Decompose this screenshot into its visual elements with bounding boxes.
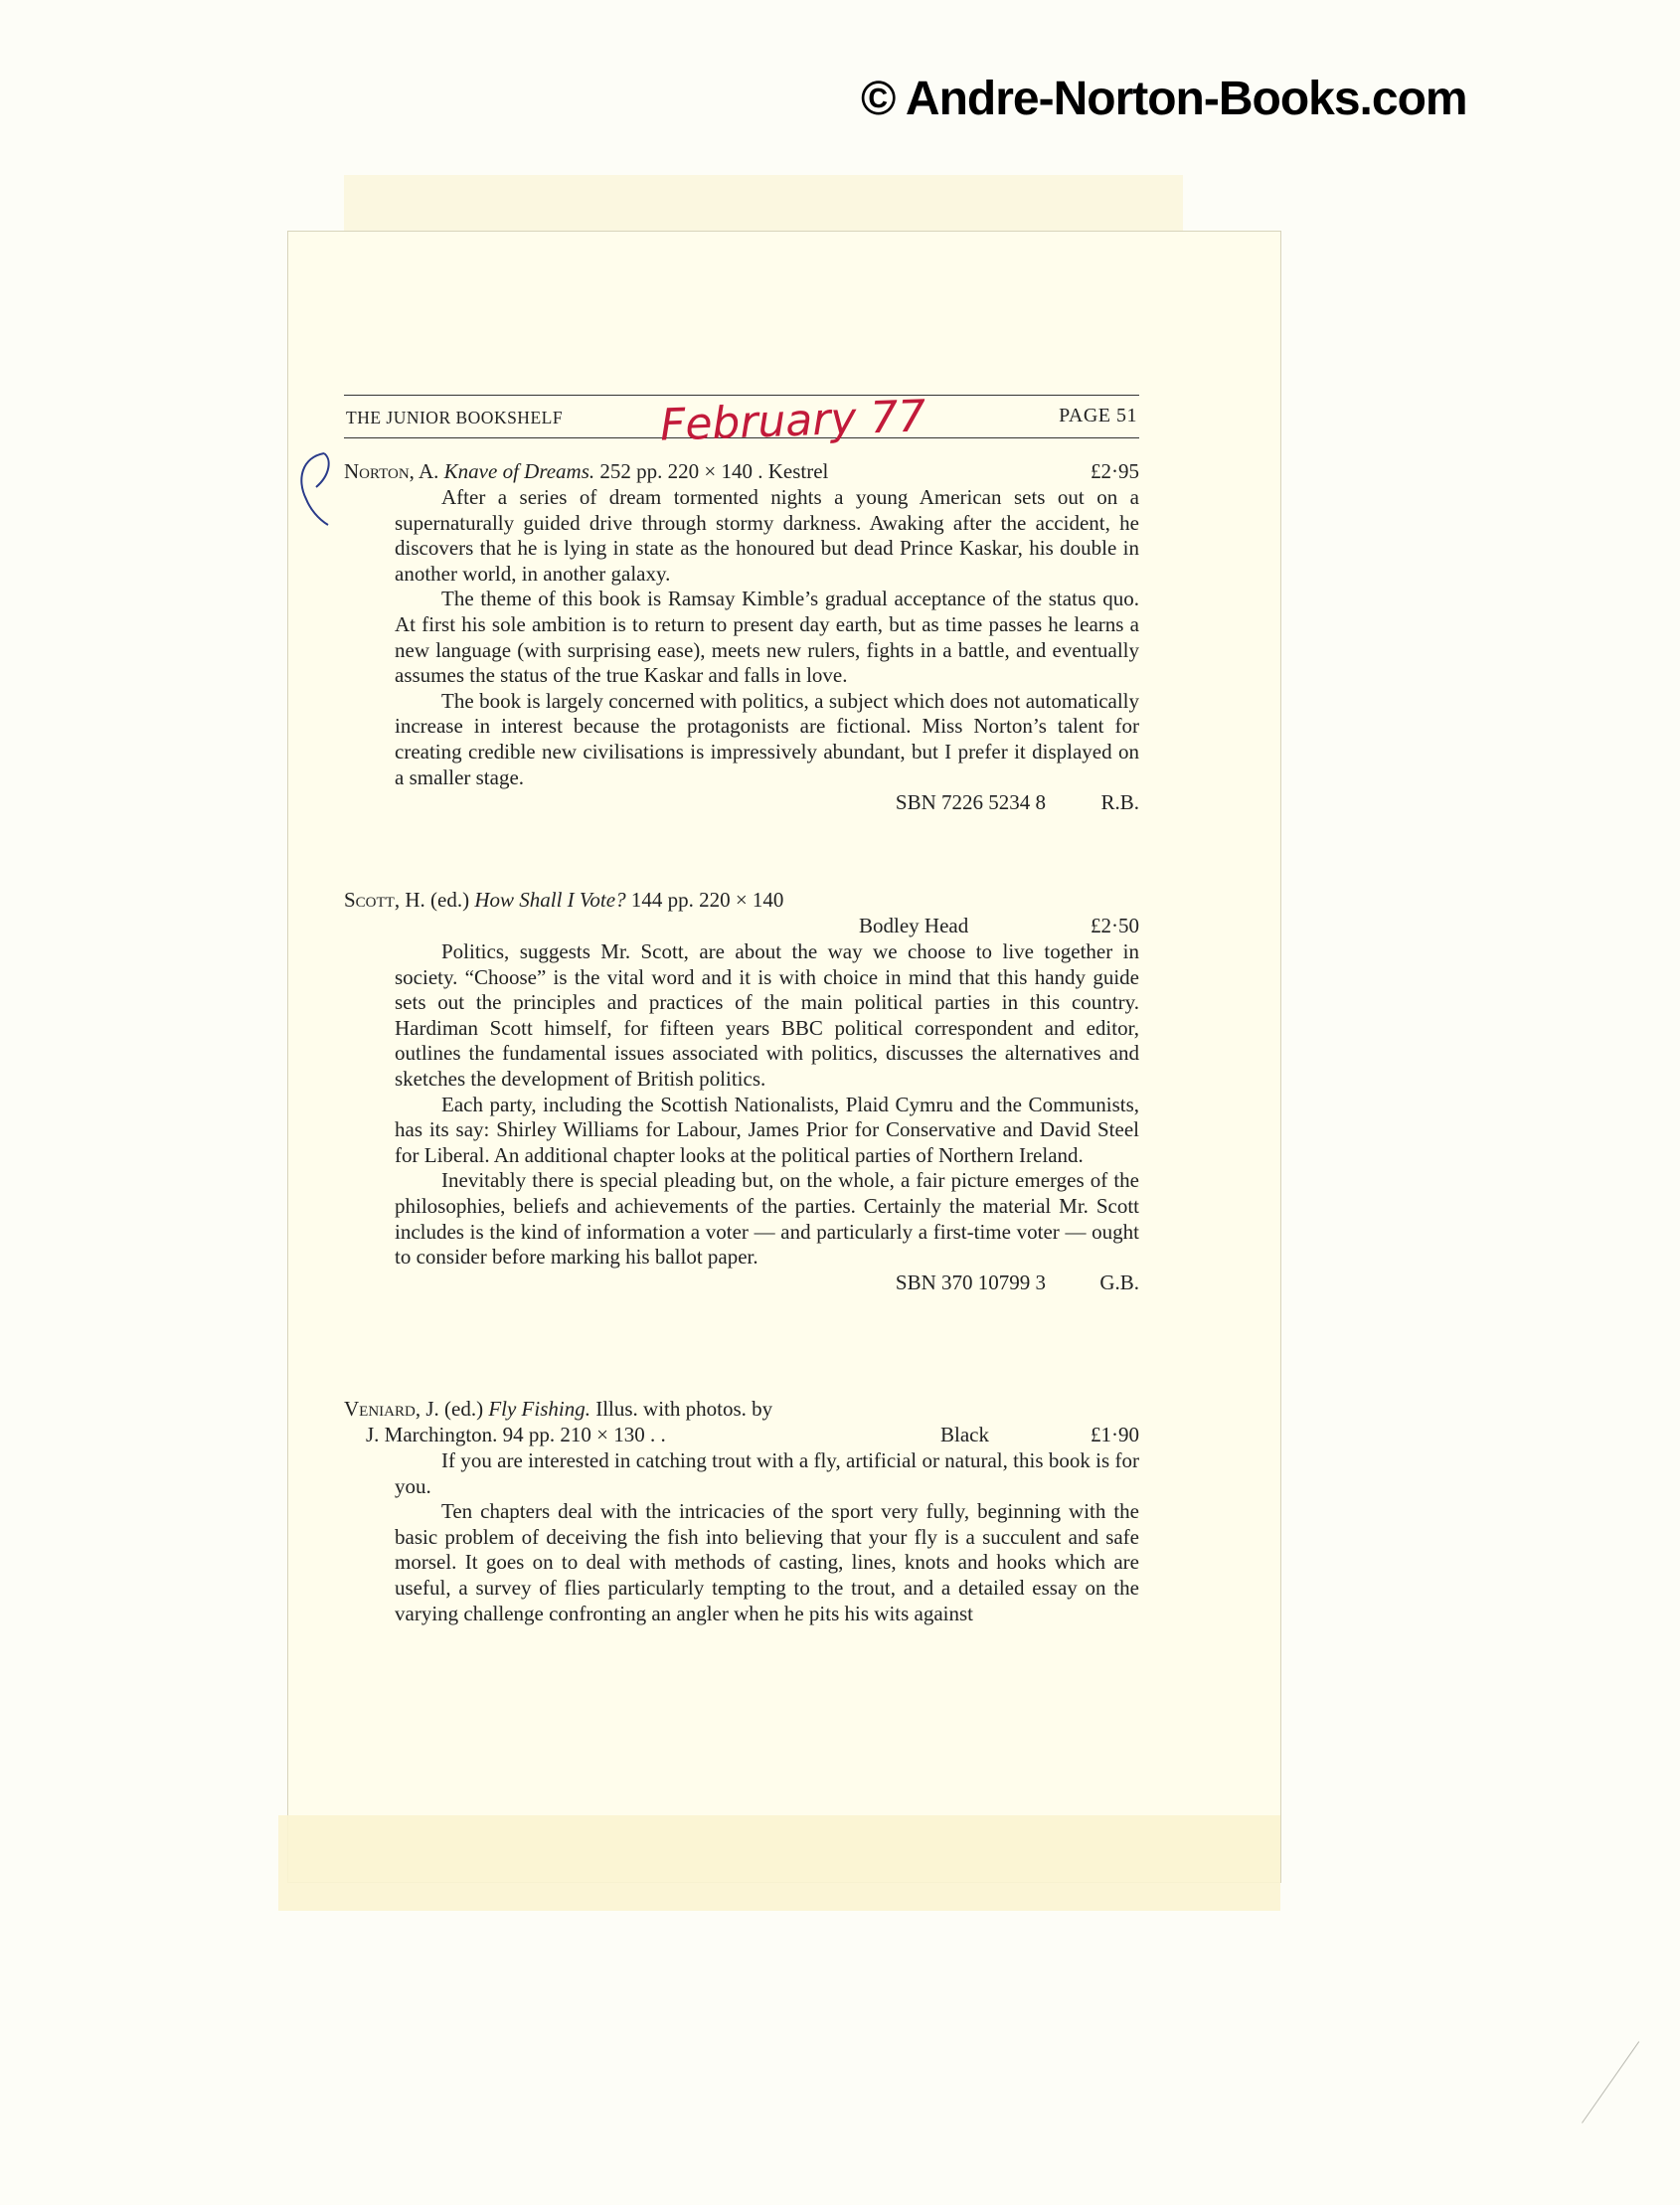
review-veniard <box>344 1397 1139 1626</box>
review-body <box>344 485 1139 790</box>
review-paragraph: After a series of dream tormented nights a young American sets out on a supernaturally guided drive through stormy darkness. Awaking after the accident, he discovers that he is lying in state as the honoured but dead Prince Kaskar, his double in another world, in another galaxy. <box>395 485 1139 586</box>
review-editor-note: (ed.) <box>430 888 470 912</box>
review-paragraph: Politics, suggests Mr. Scott, are about the way we choose to live together in society. “Choose” is the vital word and it is with choice in mind that this handy guide sets out the principles and practices of the main political parties in this country. Hardiman Scott himself, for fifteen years BBC political correspondent and editor, outlines the fundamental issues associated with politics, discusses the alternatives and sketches the development of British politics. <box>395 939 1139 1091</box>
review-author: Norton, A. <box>344 459 439 483</box>
review-price: £1·90 <box>1091 1423 1139 1446</box>
publication-name: THE JUNIOR BOOKSHELF <box>346 408 564 427</box>
review-publisher: Black <box>940 1423 989 1446</box>
review-book-title: How Shall I Vote? <box>474 888 626 912</box>
review-book-details: 144 pp. 220 × 140 <box>630 888 784 912</box>
review-heading <box>344 1397 1139 1423</box>
handwritten-date: February 77 <box>659 391 927 451</box>
review-signature <box>344 790 1139 816</box>
review-paragraph: Inevitably there is special pleading but, on the whole, a fair picture emerges of the philosophies, beliefs and achievements of the parties. Certainly the material Mr. Scott includes is the kind of information a voter — and particularly a first-time voter — ought to consider before marking his ballot paper. <box>395 1168 1139 1270</box>
review-price: £2·95 <box>1091 459 1139 483</box>
review-body <box>344 939 1139 1271</box>
copyright-watermark: © Andre-Norton-Books.com <box>861 73 1467 125</box>
review-paragraph: The book is largely concerned with politics, a subject which does not automatically increase in interest because the protagonists are fictional. Miss Norton’s talent for creating credible new civilisations is impressively abundant, but I prefer it displayed on a smaller stage. <box>395 688 1139 789</box>
review-paragraph: If you are interested in catching trout with a fly, artificial or natural, this book is for you. <box>395 1448 1139 1498</box>
review-book-details: 252 pp. 220 × 140 . Kestrel <box>599 459 829 483</box>
review-paragraph: Each party, including the Scottish Nationalists, Plaid Cymru and the Communists, has its say: Shirley Williams for Labour, James Prior for Conservative and David Steel for Liberal. An additional chapter looks at the political parties of Northern Ireland. <box>395 1092 1139 1167</box>
review-paragraph: The theme of this book is Ramsay Kimble’s gradual acceptance of the status quo. At first his sole ambition is to return to present day earth, but as time passes he learns a new language (with surprising ease), meets new rulers, fights in a battle, and eventually assumes the status of the true Kaskar and falls in love. <box>395 587 1139 688</box>
page-number: PAGE 51 <box>1059 405 1137 426</box>
reviewer-initials: G.B. <box>1099 1270 1139 1294</box>
review-book-details: Illus. with photos. by <box>595 1397 773 1421</box>
review-body <box>344 1448 1139 1626</box>
review-paragraph: Ten chapters deal with the intricacies of the sport very fully, beginning with the basic problem of deceiving the fish into believing that your fly is a succulent and safe morsel. It goes on to deal with methods of casting, lines, knots and hooks which are useful, a survey of flies particularly tempting to the trout, and a detailed essay on the varying challenge confronting an angler when he pits his wits against <box>395 1499 1139 1625</box>
review-scott <box>344 888 1139 1296</box>
review-author: Veniard, J. <box>344 1397 439 1421</box>
review-signature <box>344 1271 1139 1296</box>
review-book-title: Fly Fishing. <box>488 1397 590 1421</box>
reviewer-initials: R.B. <box>1100 790 1139 815</box>
review-heading-line2 <box>344 1423 1139 1448</box>
review-publisher: Bodley Head <box>859 914 969 937</box>
review-sbn: SBN 7226 5234 8 <box>895 790 1046 815</box>
review-price: £2·50 <box>1091 914 1139 937</box>
review-norton <box>344 459 1139 816</box>
review-heading-line2 <box>344 914 1139 939</box>
review-book-details-2: J. Marchington. 94 pp. 210 × 130 . . <box>366 1423 666 1446</box>
review-heading <box>344 888 1139 914</box>
handwritten-bracket-mark <box>294 449 334 529</box>
review-sbn: SBN 370 10799 3 <box>895 1270 1046 1294</box>
tape-strip-bottom <box>278 1815 1280 1911</box>
review-author: Scott, H. <box>344 888 425 912</box>
review-book-title: Knave of Dreams. <box>443 459 595 483</box>
review-heading <box>344 459 1139 485</box>
review-editor-note: (ed.) <box>444 1397 484 1421</box>
